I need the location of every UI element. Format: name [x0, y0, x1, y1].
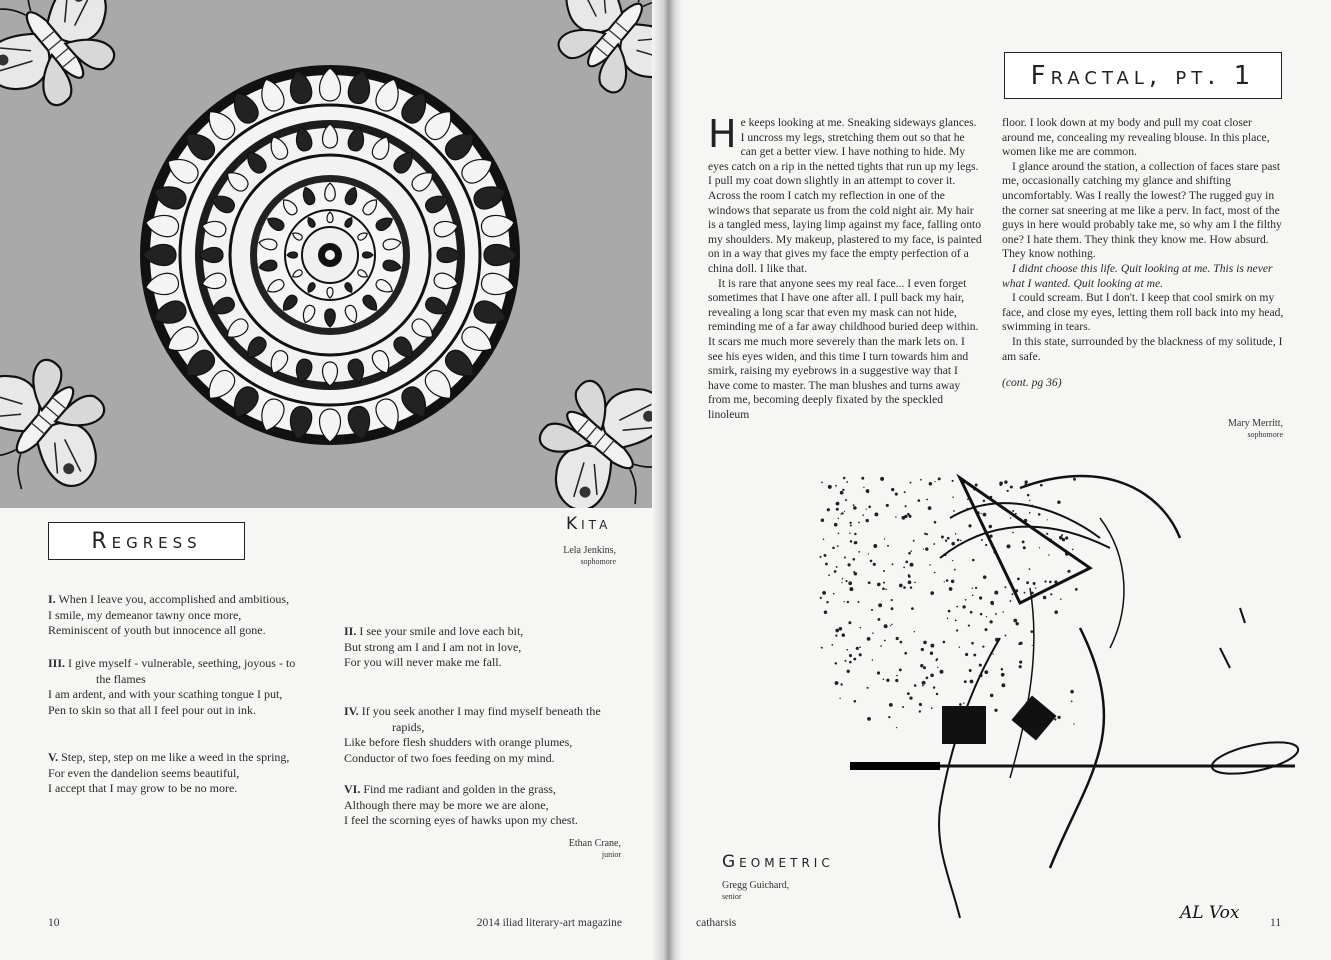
stanza-numeral: III. [48, 656, 66, 670]
black-square-left [942, 706, 986, 744]
stanza-line: Find me radiant and golden in the grass, [363, 782, 556, 796]
ink-speckles [819, 477, 1077, 729]
stanza-line: I smile, my demeanor tawny once more, [48, 607, 242, 622]
mandala-artwork [0, 0, 662, 508]
continued-note: (cont. pg 36) [1002, 376, 1062, 390]
stanza-1 [48, 592, 289, 639]
stanza-line: But strong am I and I am not in love, [344, 639, 522, 654]
stanza-line: Conductor of two foes feeding on my mind. [344, 750, 555, 765]
story-byline [1192, 418, 1283, 440]
story-paragraph: I glance around the station, a collection of faces stare past me, occasionally catching my glance and shifting uncomfortably. Was I really the lowest? The rugged guy in the corner sat sneering at me like a perv. In fact, most of the guys in here would probably take me, so why am I the filthy one? I hate them. They think they know me. How absurd. They know nothing. [1002, 159, 1282, 261]
right-page [672, 0, 1331, 960]
story-paragraph: floor. I look down at my body and pull my coat closer around me, concealing my revealing blouse. In this place, women like me are common. [1002, 116, 1270, 159]
artist-role: senior [722, 892, 742, 901]
poem-title: Regress [48, 522, 245, 560]
stanza-6 [344, 782, 578, 829]
stanza-line: I am ardent, and with your scathing tongue I put, [48, 687, 283, 701]
stanza-line: If you seek another I may find myself beneath the [361, 704, 601, 718]
stanza-4 [344, 704, 601, 766]
poem-byline [520, 838, 621, 860]
story-column-2 [1002, 116, 1284, 391]
stanza-3 [48, 656, 295, 718]
stanza-numeral: V. [48, 750, 59, 764]
mandala-moth-illustration [0, 0, 662, 508]
artwork-title: Geometric [722, 852, 834, 872]
stanza-line: Step, step, step on me like a weed in the spring, [61, 750, 290, 764]
artist-signature: AL Vox [1180, 903, 1240, 923]
story-paragraph: I didnt choose this life. Quit looking at me. This is never what I wanted. Quit looking at me. [1002, 261, 1273, 290]
magazine-name: 2014 iliad literary-art magazine [476, 917, 622, 929]
stanza-5 [48, 750, 289, 797]
stanza-line: I see your smile and love each bit, [359, 624, 524, 638]
drop-cap: H [708, 112, 737, 156]
stanza-line: the flames [96, 671, 146, 686]
poet-role: junior [601, 850, 621, 859]
stanza-line: I feel the scorning eyes of hawks upon my chest. [344, 813, 578, 827]
stanza-line: For you will never make me fall. [344, 655, 502, 669]
section-name: catharsis [696, 917, 737, 929]
black-square-right [1011, 695, 1056, 740]
story-paragraph: e keeps looking at me. Sneaking sideways glances. I uncross my legs, stretching them out so that he can get a better view. I have nothing to hide. My eyes catch on a rip in the netted tights that run up my legs. I pull my coat down slightly in an attempt to cover it. Across the room I catch my reflection in one of the windows that separate us from the cold night air. My hair is a tangled mess, laying limp against my face, falling onto my shoulders. My makeup, plastered to my face, is painted on in a way that gives my face the empty perfection of a china doll. I like that. [708, 116, 982, 275]
artist-name: Lela Jenkins, [563, 545, 616, 556]
spine-gutter [652, 0, 682, 960]
story-title: Fractal, pt. 1 [1004, 52, 1282, 99]
page-number: 10 [48, 917, 60, 929]
story-paragraph: In this state, surrounded by the blackness of my solitude, I am safe. [1002, 334, 1283, 363]
stanza-line: I accept that I may grow to be no more. [48, 781, 238, 795]
geometric-sketch [800, 448, 1300, 928]
left-page [0, 0, 662, 960]
stanza-numeral: VI. [344, 782, 361, 796]
stanza-2 [344, 624, 523, 671]
stanza-line: Although there may be more we are alone, [344, 797, 549, 812]
stanza-line: Reminiscent of youth but innocence all gone. [48, 623, 266, 637]
stanza-line: When I leave you, accomplished and ambitious, [58, 592, 290, 606]
stanza-line: Like before flesh shudders with orange plumes, [344, 735, 573, 749]
artist-name: Gregg Guichard, [722, 880, 790, 891]
page-number: 11 [1270, 917, 1282, 929]
artwork-byline [722, 880, 789, 902]
stanza-line: For even the dandelion seems beautiful, [48, 765, 240, 780]
author-name: Mary Merritt, [1228, 418, 1283, 429]
story-paragraph: I could scream. But I don't. I keep that cool smirk on my face, and close my eyes, letting them roll back into my head, swimming in tears. [1002, 291, 1284, 334]
stanza-numeral: II. [344, 624, 357, 638]
stanza-line: I give myself - vulnerable, seething, joyous - to [68, 656, 296, 670]
story-paragraph: It is rare that anyone sees my real face... I even forget sometimes that I have one after all. I pull back my hair, revealing a long scar that even my mask can not hide, reminding me of a far away childhood buried deep within. It scars me much more severely than the mark lets on. I see his eyes widen, and this time I turn towards him and smirk, raising my eyebrows in a suggestive way that I have come to master. The man blushes and turns away from me, becoming deeply fixated by the speckled linoleum [708, 276, 979, 421]
stanza-numeral: I. [48, 592, 56, 606]
artist-role: sophomore [580, 557, 616, 566]
artwork-title: Kita [566, 514, 612, 534]
poet-name: Ethan Crane, [568, 838, 621, 849]
stanza-line: Pen to skin so that all I feel pour out in ink. [48, 702, 256, 717]
author-role: sophomore [1247, 430, 1283, 439]
artwork-byline [520, 545, 616, 567]
story-column-1 [708, 112, 982, 422]
stanza-line: rapids, [392, 719, 425, 734]
stanza-numeral: IV. [344, 704, 359, 718]
